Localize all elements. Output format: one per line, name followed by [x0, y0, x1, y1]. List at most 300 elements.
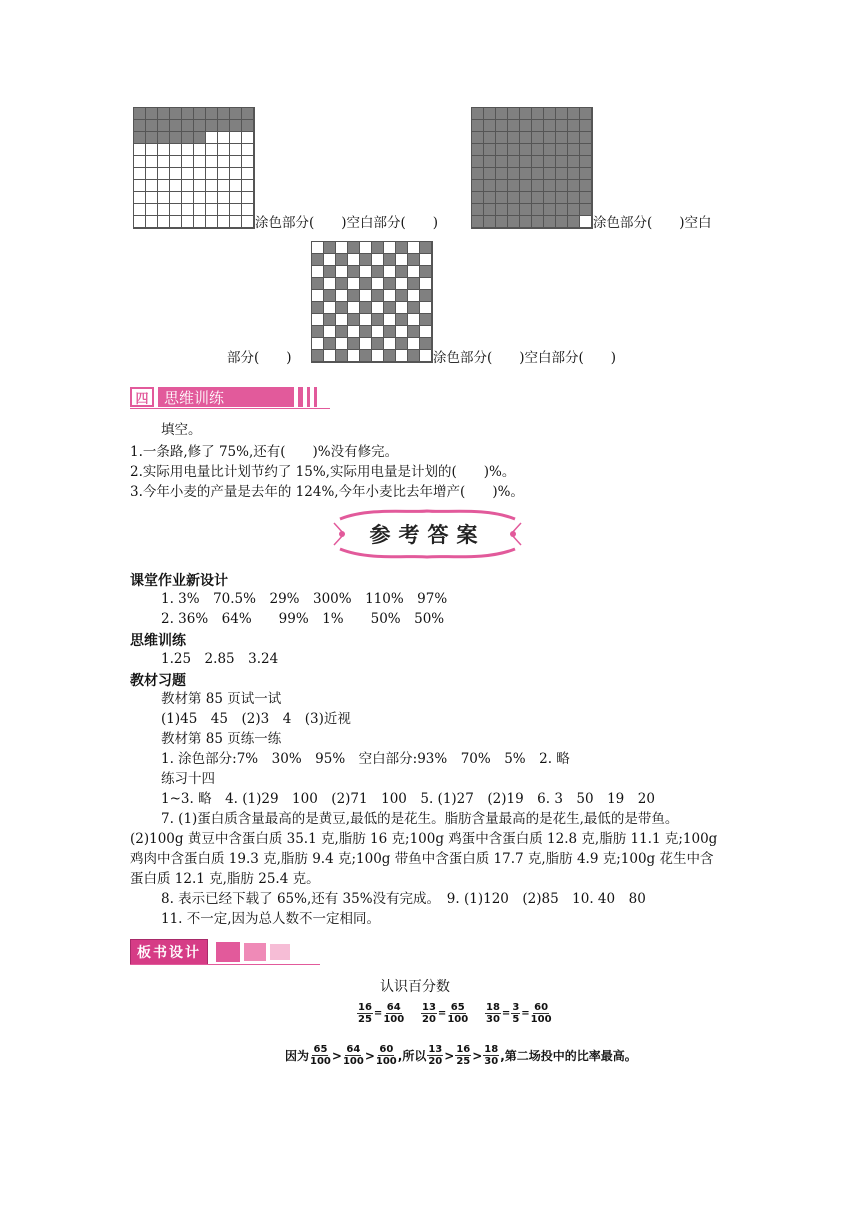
grid-cell — [568, 144, 580, 156]
board-square-3 — [270, 944, 290, 960]
grid-cell — [146, 216, 158, 228]
grid-cell — [206, 132, 218, 144]
grid-cell — [360, 338, 372, 350]
grid-cell — [384, 302, 396, 314]
grid-cell — [182, 168, 194, 180]
grid-cell — [384, 266, 396, 278]
grid-cell — [194, 168, 206, 180]
section-underline — [130, 408, 330, 409]
answer-line: 2. 36% 64% 99% 1% 50% 50% — [161, 611, 445, 627]
grid-cell — [484, 108, 496, 120]
grid-cell — [520, 108, 532, 120]
grid-cell — [312, 350, 324, 362]
grid-cell — [312, 290, 324, 302]
grid-3-label-prefix: 部分( ) — [227, 350, 292, 366]
grid-cell — [194, 216, 206, 228]
grid-cell — [372, 290, 384, 302]
grid-cell — [420, 242, 432, 254]
grid-cell — [336, 266, 348, 278]
grid-cell — [134, 168, 146, 180]
grid-cell — [324, 302, 336, 314]
grid-cell — [372, 350, 384, 362]
grid-cell — [170, 192, 182, 204]
grid-cell — [194, 120, 206, 132]
grid-cell — [158, 156, 170, 168]
grid-cell — [146, 132, 158, 144]
grid-cell — [580, 120, 592, 132]
grid-cell — [508, 204, 520, 216]
grid-cell — [408, 266, 420, 278]
grid-cell — [508, 132, 520, 144]
grid-cell — [556, 120, 568, 132]
grid-cell — [134, 180, 146, 192]
grid-cell — [568, 216, 580, 228]
grid-cell — [336, 242, 348, 254]
grid-cell — [484, 180, 496, 192]
grid-cell — [194, 156, 206, 168]
grid-cell — [580, 168, 592, 180]
grid-cell — [408, 242, 420, 254]
grid-cell — [472, 192, 484, 204]
grid-figure-3 — [311, 241, 433, 363]
grid-cell — [580, 180, 592, 192]
grid-cell — [242, 216, 254, 228]
grid-cell — [372, 326, 384, 338]
grid-cell — [348, 278, 360, 290]
grid-cell — [472, 108, 484, 120]
grid-cell — [146, 144, 158, 156]
grid-cell — [218, 204, 230, 216]
grid-cell — [336, 326, 348, 338]
grid-cell — [408, 302, 420, 314]
answer-line: 练习十四 — [161, 771, 215, 787]
fraction: $\frac{13}{20}$ — [422, 1002, 436, 1025]
grid-cell — [182, 192, 194, 204]
grid-figure-2 — [471, 107, 593, 229]
grid-cell — [408, 338, 420, 350]
grid-cell — [206, 168, 218, 180]
grid-cell — [182, 120, 194, 132]
grid-cell — [182, 156, 194, 168]
grid-cell — [230, 216, 242, 228]
grid-cell — [324, 278, 336, 290]
grid-cell — [472, 180, 484, 192]
grid-cell — [472, 216, 484, 228]
grid-cell — [158, 192, 170, 204]
grid-cell — [146, 180, 158, 192]
grid-cell — [230, 204, 242, 216]
grid-cell — [324, 254, 336, 266]
grid-cell — [312, 326, 324, 338]
answer-line: 教材第 85 页试一试 — [161, 691, 282, 707]
answer-line: 1.25 2.85 3.24 — [161, 651, 279, 667]
grid-cell — [568, 156, 580, 168]
grid-cell — [520, 168, 532, 180]
grid-cell — [508, 168, 520, 180]
grid-cell — [532, 192, 544, 204]
question-3: 3.今年小麦的产量是去年的 124%,今年小麦比去年增产( )%。 — [130, 484, 524, 500]
grid-cell — [194, 132, 206, 144]
grid-cell — [242, 144, 254, 156]
grid-cell — [242, 204, 254, 216]
grid-cell — [496, 108, 508, 120]
board-equation-3: $\frac{18}{30}$ = $\frac{3}{5}$ = $\frac{60}{100}$ — [486, 1002, 552, 1025]
grid-cell — [312, 242, 324, 254]
grid-cell — [520, 180, 532, 192]
grid-cell — [170, 216, 182, 228]
grid-cell — [544, 216, 556, 228]
grid-cell — [230, 144, 242, 156]
grid-cell — [508, 108, 520, 120]
grid-cell — [568, 120, 580, 132]
grid-cell — [556, 204, 568, 216]
grid-cell — [146, 156, 158, 168]
grid-cell — [170, 168, 182, 180]
grid-cell — [472, 204, 484, 216]
grid-cell — [134, 120, 146, 132]
grid-cell — [348, 326, 360, 338]
grid-cell — [420, 314, 432, 326]
grid-cell — [336, 302, 348, 314]
section-stripe-3 — [314, 387, 317, 407]
grid-cell — [544, 168, 556, 180]
grid-cell — [230, 120, 242, 132]
grid-cell — [544, 204, 556, 216]
grid-cell — [484, 156, 496, 168]
grid-cell — [312, 278, 324, 290]
grid-cell — [484, 168, 496, 180]
grid-cell — [556, 216, 568, 228]
grid-cell — [532, 132, 544, 144]
grid-cell — [206, 216, 218, 228]
grid-cell — [218, 168, 230, 180]
grid-cell — [544, 132, 556, 144]
grid-cell — [556, 180, 568, 192]
grid-cell — [532, 120, 544, 132]
grid-cell — [360, 242, 372, 254]
grid-cell — [218, 108, 230, 120]
grid-cell — [580, 216, 592, 228]
grid-cell — [230, 168, 242, 180]
grid-cell — [496, 180, 508, 192]
fraction: $\frac{18}{30}$ — [486, 1002, 500, 1025]
grid-figure-1 — [133, 107, 255, 229]
grid-cell — [508, 216, 520, 228]
answer-line: 11. 不一定,因为总人数不一定相同。 — [161, 911, 381, 927]
grid-cell — [348, 302, 360, 314]
grid-cell — [194, 180, 206, 192]
section-stripe-2 — [307, 387, 310, 407]
grid-cell — [556, 156, 568, 168]
grid-cell — [336, 254, 348, 266]
grid-cell — [206, 108, 218, 120]
answer-line: 1~3. 略 4. (1)29 100 (2)71 100 5. (1)27 (2)19 6. 3 50 19 20 — [161, 791, 655, 807]
grid-cell — [336, 290, 348, 302]
grid-cell — [194, 192, 206, 204]
grid-cell — [408, 290, 420, 302]
grid-cell — [520, 144, 532, 156]
grid-cell — [146, 108, 158, 120]
grid-cell — [544, 108, 556, 120]
section-header-thinking — [130, 386, 332, 408]
board-square-2 — [244, 943, 266, 961]
grid-cell — [532, 204, 544, 216]
grid-cell — [420, 266, 432, 278]
section-number: 四 — [135, 391, 149, 407]
grid-cell — [336, 278, 348, 290]
grid-cell — [484, 192, 496, 204]
answer-line: (2)100g 黄豆中含蛋白质 35.1 克,脂肪 16 克;100g 鸡蛋中含蛋白质 12.8 克,脂肪 11.1 克;100g — [130, 831, 718, 847]
grid-2-label: 涂色部分( )空白 — [593, 215, 712, 231]
grid-cell — [312, 266, 324, 278]
grid-cell — [556, 192, 568, 204]
grid-cell — [194, 204, 206, 216]
fraction: $\frac{64}{100}$ — [383, 1002, 405, 1025]
grid-cell — [408, 254, 420, 266]
grid-cell — [532, 216, 544, 228]
grid-cell — [218, 192, 230, 204]
grid-cell — [372, 314, 384, 326]
grid-cell — [158, 108, 170, 120]
answer-heading-classwork: 课堂作业新设计 — [130, 573, 228, 589]
grid-cell — [218, 180, 230, 192]
grid-cell — [372, 266, 384, 278]
grid-cell — [568, 204, 580, 216]
board-conclusion: 因为 $\frac{65}{100}$ > $\frac{64}{100}$ > $\frac{60}{100}$ ,所以 $\frac{13}{20}$ > $\frac{16}{25}$ > $\frac{18}{30}$ ,第二场投中的比率最高。 — [285, 1044, 637, 1067]
grid-cell — [384, 350, 396, 362]
board-equation-2: $\frac{13}{20}$ = $\frac{65}{100}$ — [422, 1002, 469, 1025]
grid-cell — [556, 168, 568, 180]
grid-cell — [134, 216, 146, 228]
grid-cell — [484, 216, 496, 228]
grid-cell — [348, 266, 360, 278]
grid-cell — [360, 266, 372, 278]
grid-cell — [496, 204, 508, 216]
grid-cell — [408, 314, 420, 326]
grid-cell — [568, 192, 580, 204]
grid-cell — [146, 120, 158, 132]
grid-cell — [242, 168, 254, 180]
grid-cell — [396, 278, 408, 290]
grid-cell — [372, 338, 384, 350]
grid-cell — [520, 204, 532, 216]
grid-cell — [472, 144, 484, 156]
grid-cell — [242, 132, 254, 144]
grid-cell — [384, 326, 396, 338]
grid-cell — [420, 302, 432, 314]
grid-cell — [484, 120, 496, 132]
grid-cell — [324, 350, 336, 362]
grid-cell — [372, 302, 384, 314]
grid-1-label: 涂色部分( )空白部分( ) — [255, 215, 439, 231]
grid-cell — [496, 216, 508, 228]
grid-cell — [496, 132, 508, 144]
grid-cell — [496, 144, 508, 156]
grid-cell — [544, 120, 556, 132]
grid-cell — [182, 216, 194, 228]
grid-cell — [580, 132, 592, 144]
grid-cell — [496, 156, 508, 168]
grid-cell — [312, 302, 324, 314]
grid-cell — [336, 338, 348, 350]
grid-cell — [520, 216, 532, 228]
grid-cell — [348, 254, 360, 266]
answers-banner — [330, 503, 525, 565]
grid-cell — [324, 338, 336, 350]
grid-cell — [544, 156, 556, 168]
grid-cell — [158, 120, 170, 132]
grid-cell — [134, 192, 146, 204]
grid-cell — [420, 338, 432, 350]
conclusion-middle: ,所以 — [397, 1049, 427, 1063]
grid-cell — [568, 108, 580, 120]
grid-cell — [384, 254, 396, 266]
board-title: 认识百分数 — [380, 979, 450, 995]
grid-cell — [472, 120, 484, 132]
grid-cell — [420, 254, 432, 266]
grid-cell — [396, 338, 408, 350]
grid-cell — [384, 314, 396, 326]
grid-cell — [170, 120, 182, 132]
grid-cell — [206, 144, 218, 156]
conclusion-suffix: ,第二场投中的比率最高。 — [500, 1049, 637, 1063]
grid-cell — [372, 254, 384, 266]
grid-3-label: 涂色部分( )空白部分( ) — [433, 350, 617, 366]
grid-cell — [420, 278, 432, 290]
grid-cell — [242, 192, 254, 204]
grid-cell — [182, 144, 194, 156]
grid-cell — [556, 108, 568, 120]
grid-cell — [230, 108, 242, 120]
grid-cell — [230, 156, 242, 168]
grid-cell — [520, 120, 532, 132]
grid-cell — [396, 326, 408, 338]
grid-cell — [396, 242, 408, 254]
answer-heading-thinking: 思维训练 — [130, 633, 186, 649]
grid-cell — [360, 278, 372, 290]
grid-cell — [384, 290, 396, 302]
grid-cell — [496, 168, 508, 180]
grid-cell — [396, 314, 408, 326]
grid-cell — [182, 180, 194, 192]
grid-cell — [580, 108, 592, 120]
grid-cell — [484, 132, 496, 144]
grid-cell — [158, 132, 170, 144]
grid-cell — [134, 156, 146, 168]
grid-cell — [472, 168, 484, 180]
grid-cell — [230, 192, 242, 204]
grid-cell — [218, 120, 230, 132]
grid-cell — [544, 144, 556, 156]
grid-cell — [408, 278, 420, 290]
grid-cell — [544, 192, 556, 204]
grid-cell — [182, 108, 194, 120]
grid-cell — [348, 314, 360, 326]
fraction: $\frac{60}{100}$ — [530, 1002, 552, 1025]
grid-cell — [158, 144, 170, 156]
grid-cell — [372, 278, 384, 290]
fraction: $\frac{65}{100}$ — [447, 1002, 469, 1025]
grid-cell — [360, 290, 372, 302]
grid-cell — [532, 180, 544, 192]
grid-cell — [508, 180, 520, 192]
grid-cell — [556, 132, 568, 144]
grid-cell — [348, 350, 360, 362]
grid-cell — [472, 132, 484, 144]
grid-cell — [360, 302, 372, 314]
grid-cell — [146, 168, 158, 180]
grid-cell — [580, 192, 592, 204]
grid-cell — [134, 204, 146, 216]
grid-cell — [532, 156, 544, 168]
grid-cell — [242, 180, 254, 192]
fill-blank-intro: 填空。 — [161, 422, 202, 438]
grid-cell — [170, 156, 182, 168]
grid-cell — [170, 108, 182, 120]
grid-cell — [324, 242, 336, 254]
grid-cell — [182, 204, 194, 216]
answer-line: 1. 涂色部分:7% 30% 95% 空白部分:93% 70% 5% 2. 略 — [161, 751, 570, 767]
grid-cell — [396, 266, 408, 278]
answer-line: 1. 3% 70.5% 29% 300% 110% 97% — [161, 591, 448, 607]
answer-line: 蛋白质 12.1 克,脂肪 25.4 克。 — [130, 871, 320, 887]
grid-cell — [372, 242, 384, 254]
conclusion-prefix: 因为 — [285, 1049, 310, 1063]
grid-cell — [134, 144, 146, 156]
fraction: $\frac{3}{5}$ — [512, 1002, 520, 1025]
grid-cell — [206, 156, 218, 168]
grid-cell — [384, 242, 396, 254]
answer-line: 8. 表示已经下载了 65%,还有 35%没有完成。 9. (1)120 (2)85 10. 40 80 — [161, 891, 646, 907]
answer-line: 7. (1)蛋白质含量最高的是黄豆,最低的是花生。脂肪含量最高的是花生,最低的是带鱼。 — [161, 811, 679, 827]
grid-cell — [348, 242, 360, 254]
grid-cell — [360, 314, 372, 326]
grid-cell — [170, 180, 182, 192]
grid-cell — [396, 290, 408, 302]
grid-cell — [532, 108, 544, 120]
grid-cell — [420, 350, 432, 362]
grid-cell — [520, 192, 532, 204]
grid-cell — [170, 204, 182, 216]
grid-cell — [544, 180, 556, 192]
grid-cell — [420, 326, 432, 338]
section-title: 思维训练 — [164, 388, 225, 407]
grid-cell — [158, 180, 170, 192]
grid-cell — [170, 132, 182, 144]
grid-cell — [556, 144, 568, 156]
board-design-header — [130, 940, 290, 964]
grid-cell — [158, 204, 170, 216]
grid-cell — [170, 144, 182, 156]
section-title-bar — [158, 387, 294, 407]
grid-cell — [508, 144, 520, 156]
grid-cell — [218, 132, 230, 144]
grid-cell — [360, 326, 372, 338]
board-equation-1: $\frac{16}{25}$ = $\frac{64}{100}$ — [358, 1002, 405, 1025]
grid-cell — [218, 156, 230, 168]
grid-cell — [206, 192, 218, 204]
grid-cell — [508, 120, 520, 132]
grid-cell — [324, 326, 336, 338]
answer-line: 鸡肉中含蛋白质 19.3 克,脂肪 9.4 克;100g 带鱼中含蛋白质 17.7 克,脂肪 4.9 克;100g 花生中含 — [130, 851, 714, 867]
grid-cell — [218, 216, 230, 228]
grid-cell — [496, 120, 508, 132]
grid-cell — [396, 254, 408, 266]
grid-cell — [360, 254, 372, 266]
grid-cell — [242, 120, 254, 132]
grid-cell — [408, 326, 420, 338]
answer-line: (1)45 45 (2)3 4 (3)近视 — [161, 711, 351, 727]
